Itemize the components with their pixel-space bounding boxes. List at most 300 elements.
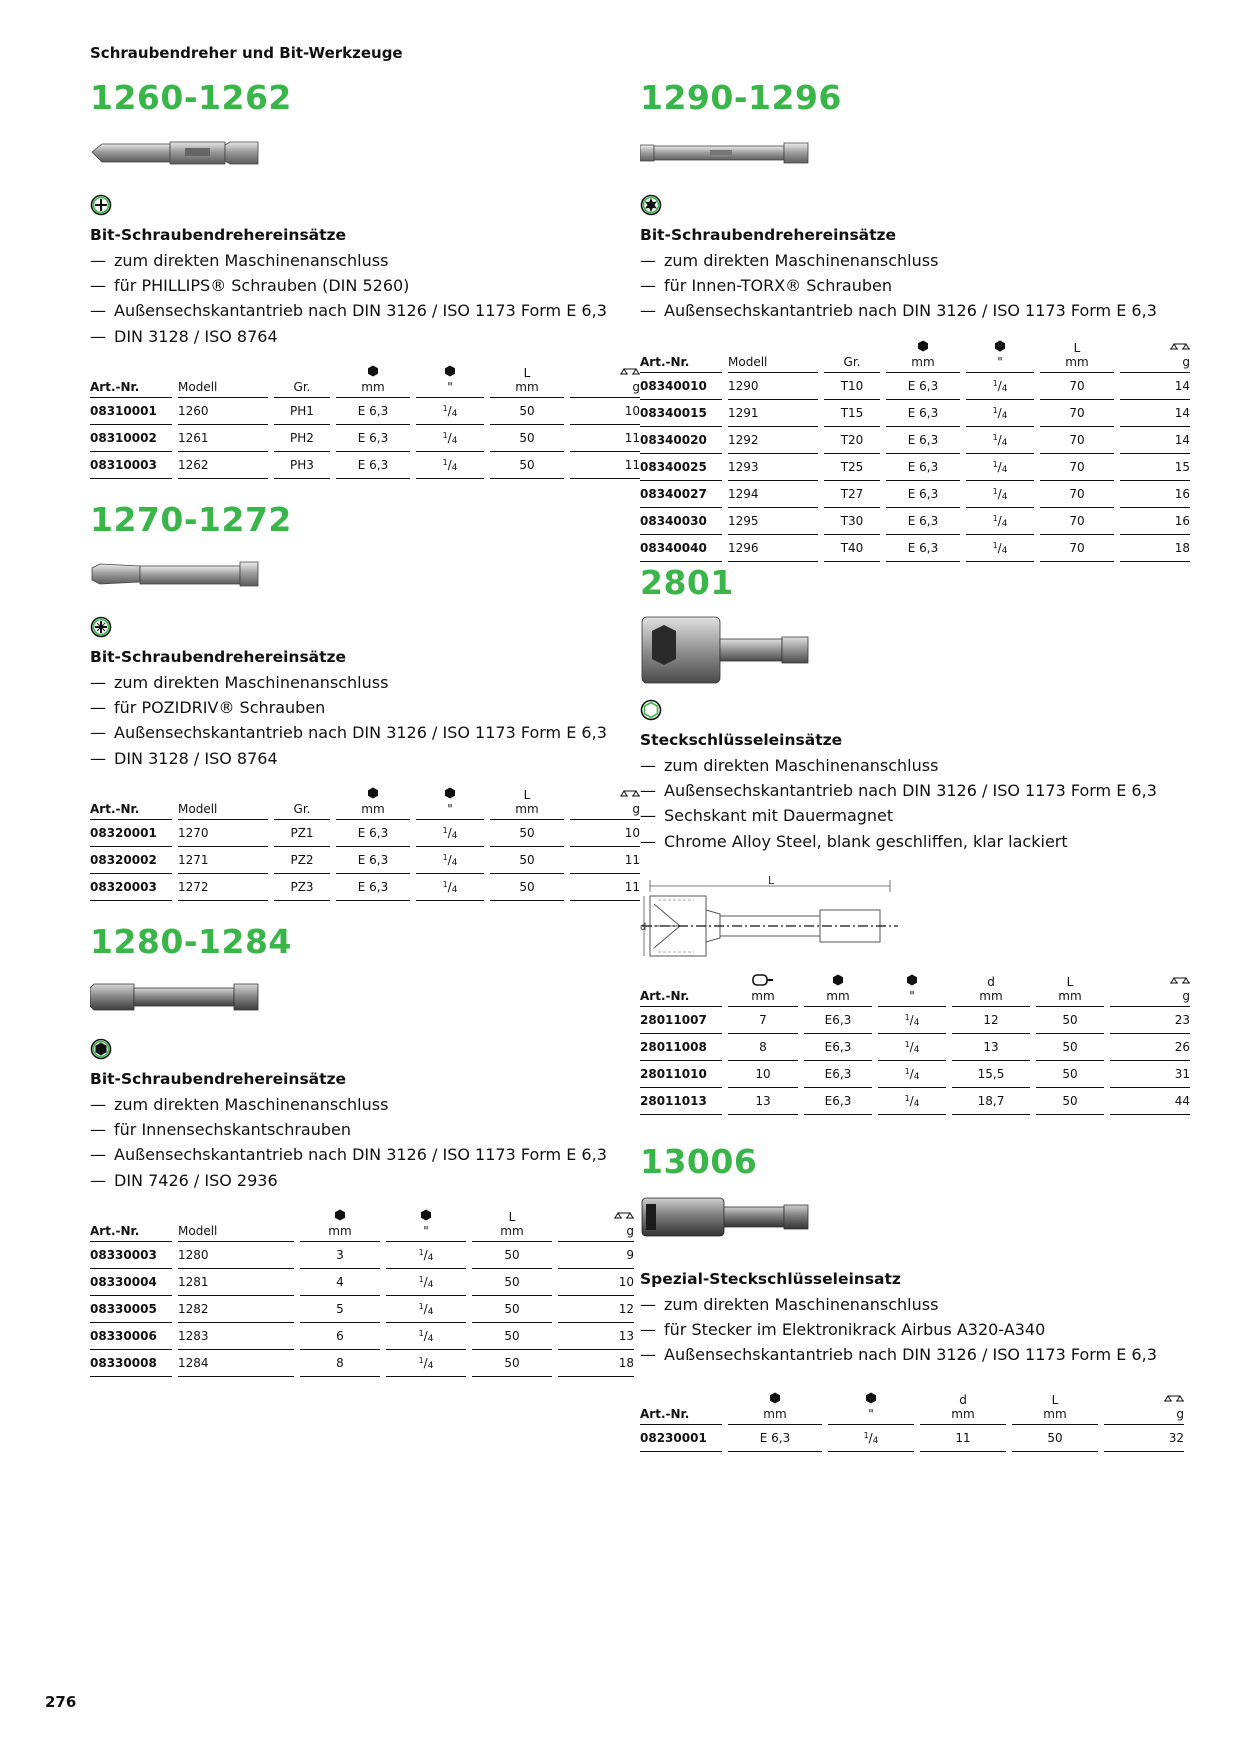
art-nr-cell: 08330005 [90,1296,172,1323]
table-cell: 1280 [178,1242,294,1269]
table-cell: 14 [1120,400,1190,427]
table-cell: 50 [490,425,564,452]
table-cell: E 6,3 [886,427,960,454]
table-cell: T10 [824,373,880,400]
hex-icon [886,340,960,355]
spec-table [634,974,1196,1115]
table-row [90,874,640,901]
table-cell: 26 [1110,1034,1190,1061]
table-cell: 50 [490,452,564,479]
col-hex-inch: " [416,787,484,820]
table-cell: 50 [1012,1425,1098,1452]
table-cell: 1260 [178,398,268,425]
table-cell: E 6,3 [886,454,960,481]
art-nr-cell: 08230001 [640,1425,722,1452]
section-subtitle: Steckschlüsseleinsätze [640,731,843,749]
col-art-nr: Art.-Nr. [90,365,172,398]
table-cell: 1271 [178,847,268,874]
table-cell: 1296 [728,535,818,562]
table-cell: E 6,3 [886,400,960,427]
feature-item: — für Innensechskantschrauben [90,1117,615,1142]
table-cell: $^1/_4$ [416,398,484,425]
scale-icon [1104,1394,1184,1407]
table-row [640,535,1190,562]
feature-list [640,1292,1165,1368]
table-cell: 10 [570,820,640,847]
table-cell: 14 [1120,427,1190,454]
hex-icon [386,1209,466,1224]
col-weight: g [1120,340,1190,373]
art-nr-cell: 08340040 [640,535,722,562]
hex-icon [728,1392,822,1407]
table-cell: $^1/_4$ [966,481,1034,508]
col-hex-inch: " [416,365,484,398]
art-nr-cell: 08340020 [640,427,722,454]
col-modell: Modell [178,365,268,398]
feature-item: — zum direkten Maschinenanschluss [640,753,1165,778]
feature-item: — zum direkten Maschinenanschluss [90,1092,615,1117]
table-cell: 50 [472,1350,552,1377]
table-cell: T27 [824,481,880,508]
hex-icon [300,1209,380,1224]
feature-list [90,1092,615,1193]
table-cell: 50 [472,1269,552,1296]
col-length: L mm [490,787,564,820]
section-title: 1260-1262 [90,78,292,117]
col-art-nr: Art.-Nr. [640,340,722,373]
table-cell: E 6,3 [886,481,960,508]
table-cell: 1294 [728,481,818,508]
table-cell: 6 [300,1323,380,1350]
section-1270-1272 [90,500,640,901]
table-row [90,452,640,479]
table-cell: 8 [728,1034,798,1061]
col-gr: Gr. [274,365,330,398]
col-hex-inch: " [386,1209,466,1242]
col-gr: Gr. [824,340,880,373]
col-opening-mm: mm [728,974,798,1007]
table-cell: 15,5 [952,1061,1030,1088]
feature-item: — Chrome Alloy Steel, blank geschliffen, klar lackiert [640,829,1165,854]
col-art-nr: Art.-Nr. [640,974,722,1007]
socket-opening-icon [728,974,798,989]
art-nr-cell: 28011013 [640,1088,722,1115]
col-hex-mm: mm [728,1392,822,1425]
table-row [640,1034,1190,1061]
col-length: L mm [1040,340,1114,373]
page-header: Schraubendreher und Bit-Werkzeuge [90,44,403,62]
table-cell: 50 [1036,1007,1104,1034]
art-nr-cell: 08310003 [90,452,172,479]
table-cell: 5 [300,1296,380,1323]
table-cell: 1292 [728,427,818,454]
table-cell: E 6,3 [336,398,410,425]
hex-icon [416,365,484,380]
table-row [90,1296,634,1323]
table-row [640,373,1190,400]
torx-drive-icon [640,194,662,216]
table-cell: E 6,3 [336,820,410,847]
table-row [640,400,1190,427]
art-nr-cell: 08330008 [90,1350,172,1377]
table-cell: 70 [1040,454,1114,481]
feature-item: — zum direkten Maschinenanschluss [640,248,1165,273]
table-cell: PH2 [274,425,330,452]
table-cell: 14 [1120,373,1190,400]
table-cell: 70 [1040,535,1114,562]
table-cell: $^1/_4$ [386,1242,466,1269]
table-cell: 13 [728,1088,798,1115]
art-nr-cell: 08330006 [90,1323,172,1350]
table-cell: 11 [570,847,640,874]
table-cell: 13 [952,1034,1030,1061]
feature-list [90,248,615,349]
feature-item: — Außensechskantantrieb nach DIN 3126 / ISO 1173 Form E 6,3 [640,298,1165,323]
table-row [640,427,1190,454]
col-diameter: d mm [952,974,1030,1007]
table-cell: 7 [728,1007,798,1034]
table-row [90,820,640,847]
feature-item: — Außensechskantantrieb nach DIN 3126 / ISO 1173 Form E 6,3 [90,1142,615,1167]
col-hex-mm: mm [886,340,960,373]
art-nr-cell: 08310001 [90,398,172,425]
col-length: L mm [490,365,564,398]
table-cell: 50 [1036,1088,1104,1115]
table-cell: $^1/_4$ [878,1088,946,1115]
table-cell: 44 [1110,1088,1190,1115]
section-title: 1280-1284 [90,922,292,961]
table-cell: PZ1 [274,820,330,847]
section-subtitle: Bit-Schraubendrehereinsätze [90,1070,347,1088]
table-cell: 11 [570,874,640,901]
feature-list [640,753,1165,854]
section-subtitle: Bit-Schraubendrehereinsätze [90,226,347,244]
bit-image [90,128,615,188]
scale-icon [558,1211,634,1224]
art-nr-cell: 08320002 [90,847,172,874]
table-cell: E 6,3 [728,1425,822,1452]
table-cell: E 6,3 [336,452,410,479]
socket-image [640,1192,1165,1254]
art-nr-cell: 08320003 [90,874,172,901]
table-cell: 18 [1120,535,1190,562]
bit-image [90,550,615,610]
table-cell: 11 [570,425,640,452]
table-row [640,454,1190,481]
table-cell: $^1/_4$ [966,427,1034,454]
art-nr-cell: 28011008 [640,1034,722,1061]
table-cell: 70 [1040,427,1114,454]
table-cell: $^1/_4$ [416,847,484,874]
col-art-nr: Art.-Nr. [90,1209,172,1242]
section-title: 2801 [640,563,734,602]
hex-icon [336,787,410,802]
table-cell: 11 [570,452,640,479]
pozidriv-drive-icon [90,616,112,638]
scale-icon [1110,976,1190,989]
col-art-nr: Art.-Nr. [640,1392,722,1425]
table-cell: $^1/_4$ [386,1350,466,1377]
table-cell: 70 [1040,508,1114,535]
feature-item: — DIN 3128 / ISO 8764 [90,746,615,771]
table-cell: $^1/_4$ [386,1323,466,1350]
art-nr-cell: 28011007 [640,1007,722,1034]
col-length: L mm [472,1209,552,1242]
spec-table [84,1209,640,1377]
table-cell: $^1/_4$ [966,535,1034,562]
page-number: 276 [45,1693,77,1711]
section-title: 13006 [640,1142,758,1181]
table-row [640,1061,1190,1088]
table-cell: 50 [490,874,564,901]
table-cell: 1284 [178,1350,294,1377]
table-row [90,847,640,874]
hex-icon [828,1392,914,1407]
col-modell: Modell [728,340,818,373]
art-nr-cell: 08320001 [90,820,172,847]
hex-icon [966,340,1034,355]
feature-item: — zum direkten Maschinenanschluss [640,1292,1165,1317]
section-subtitle: Spezial-Steckschlüsseleinsatz [640,1270,901,1288]
table-row [640,1007,1190,1034]
hex-nut-drive-icon [640,699,662,721]
table-cell: PZ3 [274,874,330,901]
col-diameter: d mm [920,1392,1006,1425]
table-cell: 1261 [178,425,268,452]
table-cell: $^1/_4$ [386,1269,466,1296]
table-cell: $^1/_4$ [416,820,484,847]
col-weight: g [570,787,640,820]
table-cell: 18,7 [952,1088,1030,1115]
table-row [640,1425,1184,1452]
art-nr-cell: 08310002 [90,425,172,452]
section-subtitle: Bit-Schraubendrehereinsätze [640,226,897,244]
table-cell: 4 [300,1269,380,1296]
col-weight: g [570,365,640,398]
feature-item: — DIN 3128 / ISO 8764 [90,324,615,349]
col-hex-mm: mm [336,365,410,398]
scale-icon [570,367,640,380]
col-length: L mm [1036,974,1104,1007]
art-nr-cell: 08340010 [640,373,722,400]
section-subtitle: Bit-Schraubendrehereinsätze [90,648,347,666]
table-cell: 13 [558,1323,634,1350]
table-cell: $^1/_4$ [878,1007,946,1034]
feature-item: — DIN 7426 / ISO 2936 [90,1168,615,1193]
table-cell: 1283 [178,1323,294,1350]
scale-icon [1120,342,1190,355]
table-cell: E 6,3 [886,535,960,562]
art-nr-cell: 28011010 [640,1061,722,1088]
feature-item: — Außensechskantantrieb nach DIN 3126 / ISO 1173 Form E 6,3 [640,778,1165,803]
table-cell: 1272 [178,874,268,901]
table-cell: 12 [952,1007,1030,1034]
table-cell: PH1 [274,398,330,425]
table-cell: 9 [558,1242,634,1269]
table-cell: 12 [558,1296,634,1323]
table-cell: $^1/_4$ [828,1425,914,1452]
feature-list [640,248,1165,324]
art-nr-cell: 08330004 [90,1269,172,1296]
feature-item: — für Innen-TORX® Schrauben [640,273,1165,298]
table-cell: E6,3 [804,1061,872,1088]
art-nr-cell: 08340015 [640,400,722,427]
table-cell: 1293 [728,454,818,481]
art-nr-cell: 08330003 [90,1242,172,1269]
table-cell: 50 [472,1242,552,1269]
table-cell: E 6,3 [336,847,410,874]
diagram-length-label: L [768,873,775,887]
col-modell: Modell [178,1209,294,1242]
table-cell: 1270 [178,820,268,847]
col-hex-inch: " [966,340,1034,373]
section-2801 [640,563,1190,1115]
table-row [640,508,1190,535]
table-row [90,1350,634,1377]
table-cell: 23 [1110,1007,1190,1034]
table-cell: 50 [1036,1034,1104,1061]
table-cell: 8 [300,1350,380,1377]
table-cell: $^1/_4$ [878,1061,946,1088]
table-cell: $^1/_4$ [966,454,1034,481]
bit-image [640,128,1165,188]
feature-item: — zum direkten Maschinenanschluss [90,248,615,273]
art-nr-cell: 08340025 [640,454,722,481]
table-cell: 50 [490,398,564,425]
table-cell: $^1/_4$ [416,452,484,479]
table-cell: 31 [1110,1061,1190,1088]
hex-socket-drive-icon [90,1038,112,1060]
col-hex-mm: mm [300,1209,380,1242]
technical-drawing [640,874,1165,962]
table-cell: $^1/_4$ [416,874,484,901]
table-cell: 50 [472,1296,552,1323]
table-cell: 50 [490,847,564,874]
table-cell: 1262 [178,452,268,479]
col-modell: Modell [178,787,268,820]
table-cell: 1295 [728,508,818,535]
table-cell: 32 [1104,1425,1184,1452]
table-row [90,1323,634,1350]
table-cell: 10 [570,398,640,425]
table-cell: 70 [1040,400,1114,427]
socket-image [640,613,1165,693]
table-cell: $^1/_4$ [386,1296,466,1323]
feature-item: — für POZIDRIV® Schrauben [90,695,615,720]
bit-image [90,972,615,1032]
table-cell: E6,3 [804,1007,872,1034]
table-cell: T20 [824,427,880,454]
table-cell: E 6,3 [336,425,410,452]
table-cell: 50 [1036,1061,1104,1088]
table-cell: $^1/_4$ [966,373,1034,400]
section-1260-1262 [90,78,640,479]
table-cell: 1281 [178,1269,294,1296]
hex-icon [804,974,872,989]
section-1290-1296 [640,78,1190,562]
hex-icon [878,974,946,989]
feature-item: — für PHILLIPS® Schrauben (DIN 5260) [90,273,615,298]
col-weight: g [1110,974,1190,1007]
spec-table [84,787,646,901]
table-cell: T25 [824,454,880,481]
feature-item: — Außensechskantantrieb nach DIN 3126 / ISO 1173 Form E 6,3 [90,298,615,323]
table-cell: 1290 [728,373,818,400]
spec-table [84,365,646,479]
table-row [90,1242,634,1269]
feature-item: — zum direkten Maschinenanschluss [90,670,615,695]
col-weight: g [558,1209,634,1242]
feature-item: — Außensechskantantrieb nach DIN 3126 / ISO 1173 Form E 6,3 [640,1342,1165,1367]
feature-item: — Außensechskantantrieb nach DIN 3126 / ISO 1173 Form E 6,3 [90,720,615,745]
table-cell: E6,3 [804,1088,872,1115]
feature-list [90,670,615,771]
table-row [90,398,640,425]
table-row [90,425,640,452]
table-cell: E 6,3 [886,373,960,400]
table-row [640,1088,1190,1115]
table-cell: 1282 [178,1296,294,1323]
feature-item: — Sechskant mit Dauermagnet [640,803,1165,828]
table-cell: T30 [824,508,880,535]
table-cell: 1291 [728,400,818,427]
table-cell: T15 [824,400,880,427]
table-cell: 10 [728,1061,798,1088]
table-row [640,481,1190,508]
table-cell: E 6,3 [336,874,410,901]
table-cell: 16 [1120,481,1190,508]
table-cell: 70 [1040,481,1114,508]
art-nr-cell: 08340027 [640,481,722,508]
scale-icon [570,789,640,802]
table-cell: 70 [1040,373,1114,400]
section-title: 1270-1272 [90,500,292,539]
table-row [90,1269,634,1296]
hex-icon [416,787,484,802]
feature-item: — für Stecker im Elektronikrack Airbus A320-A340 [640,1317,1165,1342]
table-cell: 18 [558,1350,634,1377]
section-1280-1284 [90,922,634,1377]
spec-table [634,1392,1190,1452]
phillips-drive-icon [90,194,112,216]
table-cell: 15 [1120,454,1190,481]
table-cell: 11 [920,1425,1006,1452]
hex-icon [336,365,410,380]
art-nr-cell: 08340030 [640,508,722,535]
table-cell: E6,3 [804,1034,872,1061]
table-cell: 50 [490,820,564,847]
col-art-nr: Art.-Nr. [90,787,172,820]
table-cell: 16 [1120,508,1190,535]
table-cell: E 6,3 [886,508,960,535]
section-13006 [640,1142,1184,1452]
table-cell: T40 [824,535,880,562]
col-hex-mm: mm [804,974,872,1007]
section-title: 1290-1296 [640,78,842,117]
table-cell: $^1/_4$ [878,1034,946,1061]
col-gr: Gr. [274,787,330,820]
table-cell: $^1/_4$ [966,400,1034,427]
table-cell: 3 [300,1242,380,1269]
col-hex-mm: mm [336,787,410,820]
diagram-diameter-label: d [640,921,647,933]
table-cell: 10 [558,1269,634,1296]
table-cell: $^1/_4$ [416,425,484,452]
col-hex-inch: " [828,1392,914,1425]
col-length: L mm [1012,1392,1098,1425]
table-cell: $^1/_4$ [966,508,1034,535]
spec-table [634,340,1196,562]
